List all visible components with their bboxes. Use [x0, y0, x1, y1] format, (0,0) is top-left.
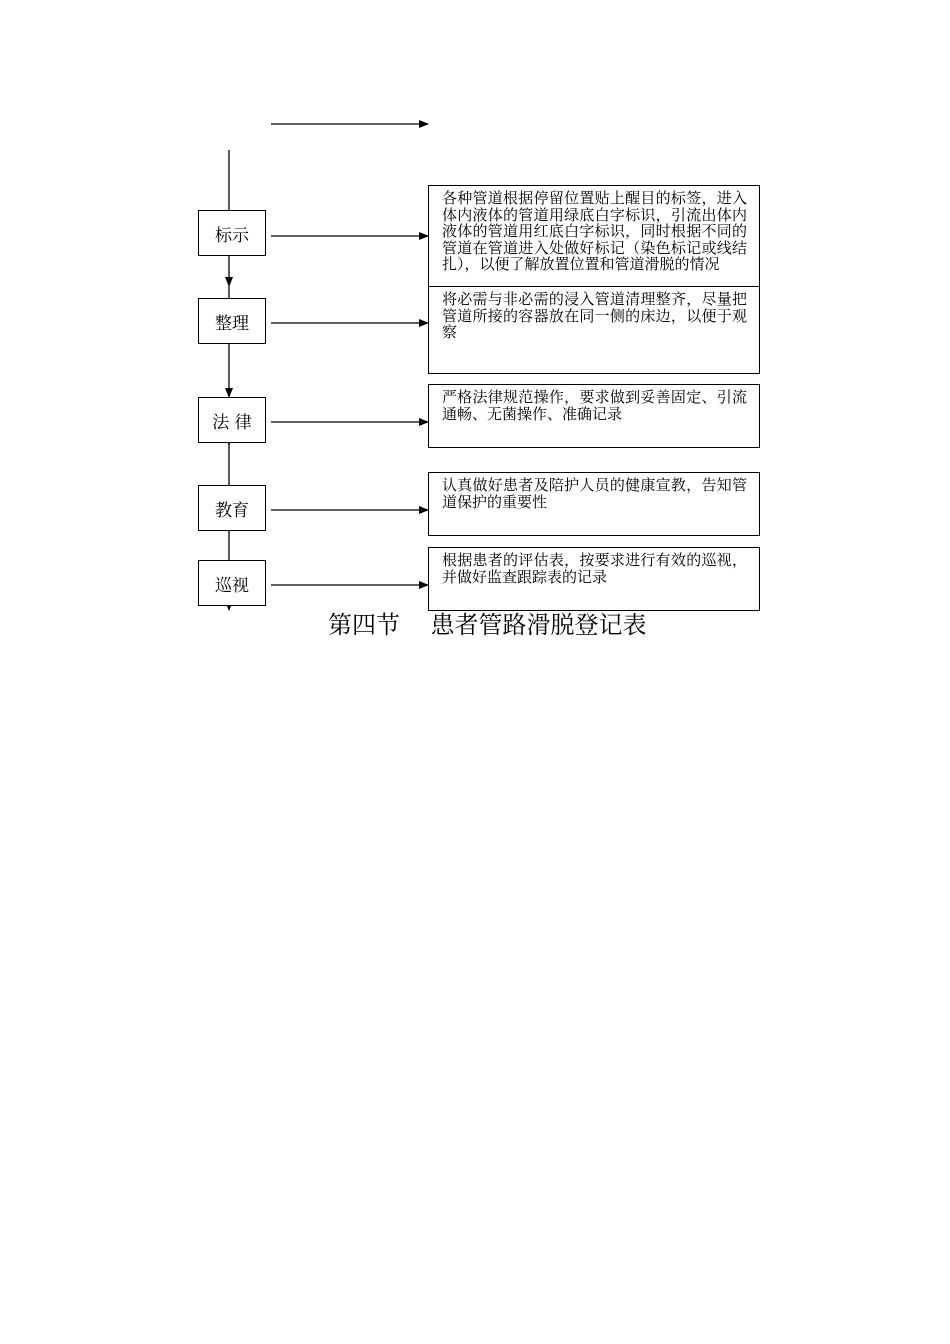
step-label: 巡视	[215, 575, 249, 596]
step-label: 教育	[215, 500, 249, 521]
step-box-xunshi	[198, 560, 266, 606]
step-box-jiaoyu	[198, 485, 266, 531]
step-label: 法 律	[212, 412, 252, 433]
step-label: 整理	[215, 313, 249, 334]
description-text: 根据患者的评估表，按要求进行有效的巡视，并做好监查跟踪表的记录	[442, 551, 747, 586]
description-box-falv	[428, 384, 760, 448]
description-text: 各种管道根据停留位置贴上醒目的标签，进入体内液体的管道用绿底白字标识，引流出体内液体的管道用红底白字标识，同时根据不同的管道在管道进入处做好标记（染色标记或线结扎），以便了解放置位置和管道滑脱的情况	[442, 189, 747, 273]
description-box-jiaoyu	[428, 472, 760, 536]
description-text: 将必需与非必需的浸入管道清理整齐，尽量把管道所接的容器放在同一侧的床边，以便于观察	[442, 290, 747, 341]
section-title: 第四节 患者管路滑脱登记表	[328, 611, 647, 639]
description-box-biaoshi	[428, 185, 760, 287]
step-box-zhengli	[198, 298, 266, 344]
description-box-zhengli	[428, 286, 760, 374]
description-text: 认真做好患者及陪护人员的健康宣教，告知管道保护的重要性	[442, 476, 747, 511]
step-box-biaoshi	[198, 210, 266, 256]
description-box-xunshi	[428, 547, 760, 611]
step-label: 标示	[215, 225, 249, 246]
description-text: 严格法律规范操作，要求做到妥善固定、引流通畅、无菌操作、准确记录	[442, 388, 747, 423]
step-box-falv	[198, 397, 266, 443]
